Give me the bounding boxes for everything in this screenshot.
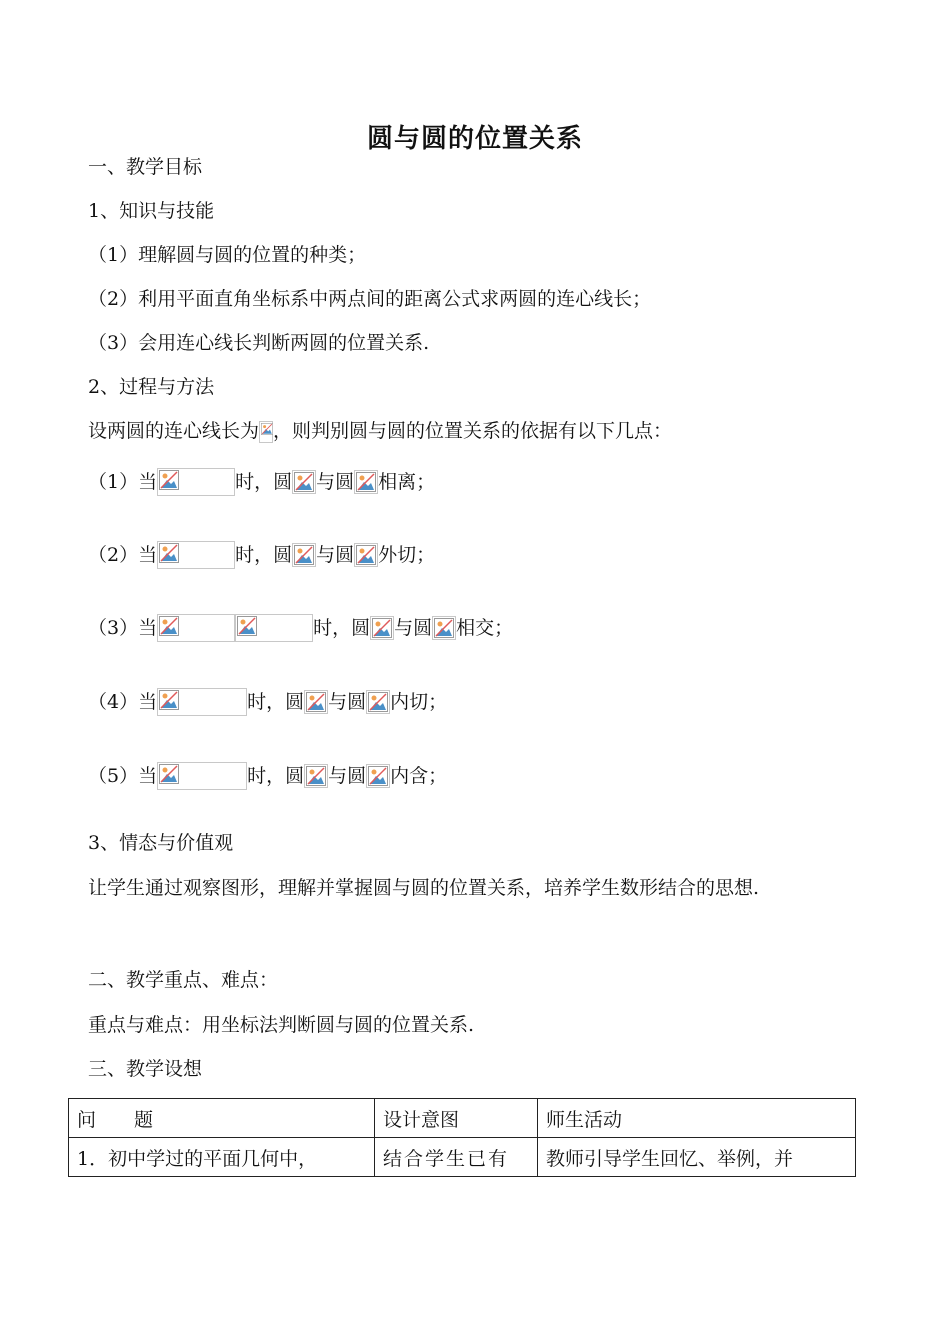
broken-image-icon bbox=[157, 468, 235, 496]
broken-image-icon bbox=[235, 614, 313, 642]
case-mid: 时，圆 bbox=[247, 691, 305, 713]
case-mid: 时，圆 bbox=[313, 617, 371, 639]
case-prefix: （2）当 bbox=[88, 544, 158, 566]
broken-image-icon bbox=[354, 543, 378, 567]
subsection-knowledge: 1、知识与技能 bbox=[88, 200, 215, 222]
process-intro bbox=[88, 417, 672, 445]
case-prefix: （3）当 bbox=[88, 617, 158, 639]
case-relation: 相交； bbox=[456, 617, 514, 639]
case-relation: 外切； bbox=[378, 544, 436, 566]
broken-image-icon bbox=[157, 541, 235, 569]
knowledge-item-3: （3）会用连心线长判断两圆的位置关系. bbox=[88, 332, 430, 354]
table-cell: 结合学生已有 bbox=[375, 1138, 538, 1177]
case-and: 与圆 bbox=[328, 765, 367, 787]
broken-image-icon bbox=[292, 543, 316, 567]
page-title: 圆与圆的位置关系 bbox=[366, 124, 583, 154]
case-and: 与圆 bbox=[328, 691, 367, 713]
case-relation: 内切； bbox=[390, 691, 448, 713]
case-2 bbox=[88, 541, 435, 569]
section-heading-3: 三、教学设想 bbox=[88, 1058, 203, 1080]
case-mid: 时，圆 bbox=[235, 544, 293, 566]
case-prefix: （5）当 bbox=[88, 765, 158, 787]
section-heading-2: 二、教学重点、难点： bbox=[88, 969, 279, 991]
broken-image-icon bbox=[366, 690, 390, 714]
case-mid: 时，圆 bbox=[235, 471, 293, 493]
case-relation: 内含； bbox=[390, 765, 448, 787]
case-and: 与圆 bbox=[316, 544, 355, 566]
case-and: 与圆 bbox=[394, 617, 433, 639]
case-prefix: （1）当 bbox=[88, 471, 158, 493]
knowledge-item-1: （1）理解圆与圆的位置的种类； bbox=[88, 244, 367, 266]
key-points-text: 重点与难点：用坐标法判断圆与圆的位置关系. bbox=[88, 1014, 475, 1036]
case-and: 与圆 bbox=[316, 471, 355, 493]
table-cell: 1．初中学过的平面几何中， bbox=[69, 1138, 375, 1177]
table-header-row bbox=[69, 1099, 856, 1138]
broken-image-icon bbox=[432, 616, 456, 640]
broken-image-icon bbox=[366, 764, 390, 788]
case-mid: 时，圆 bbox=[247, 765, 305, 787]
broken-image-icon bbox=[304, 690, 328, 714]
process-intro-end: ，则判别圆与圆的位置关系的依据有以下几点： bbox=[273, 420, 673, 442]
broken-image-icon bbox=[157, 688, 247, 716]
knowledge-item-2: （2）利用平面直角坐标系中两点间的距离公式求两圆的连心线长； bbox=[88, 288, 652, 310]
broken-image-icon bbox=[259, 421, 273, 443]
case-1 bbox=[88, 468, 435, 496]
subsection-process: 2、过程与方法 bbox=[88, 376, 215, 398]
section-heading-1: 一、教学目标 bbox=[88, 156, 203, 178]
table-cell: 教师引导学生回忆、举例，并 bbox=[538, 1138, 856, 1177]
table-header-cell: 问 题 bbox=[69, 1099, 375, 1138]
subsection-values: 3、情态与价值观 bbox=[88, 832, 234, 854]
values-text: 让学生通过观察图形，理解并掌握圆与圆的位置关系，培养学生数形结合的思想. bbox=[88, 877, 760, 899]
table-header-cell: 设计意图 bbox=[375, 1099, 538, 1138]
case-3 bbox=[88, 614, 513, 642]
broken-image-icon bbox=[354, 470, 378, 494]
table-header-cell: 师生活动 bbox=[538, 1099, 856, 1138]
case-5 bbox=[88, 762, 447, 790]
process-intro-start: 设两圆的连心线长为 bbox=[88, 420, 260, 442]
broken-image-icon bbox=[157, 614, 235, 642]
teaching-design-table bbox=[68, 1098, 856, 1177]
broken-image-icon bbox=[370, 616, 394, 640]
broken-image-icon bbox=[157, 762, 247, 790]
broken-image-icon bbox=[292, 470, 316, 494]
case-4 bbox=[88, 688, 447, 716]
table-row bbox=[69, 1138, 856, 1177]
case-relation: 相离； bbox=[378, 471, 436, 493]
broken-image-icon bbox=[304, 764, 328, 788]
case-prefix: （4）当 bbox=[88, 691, 158, 713]
